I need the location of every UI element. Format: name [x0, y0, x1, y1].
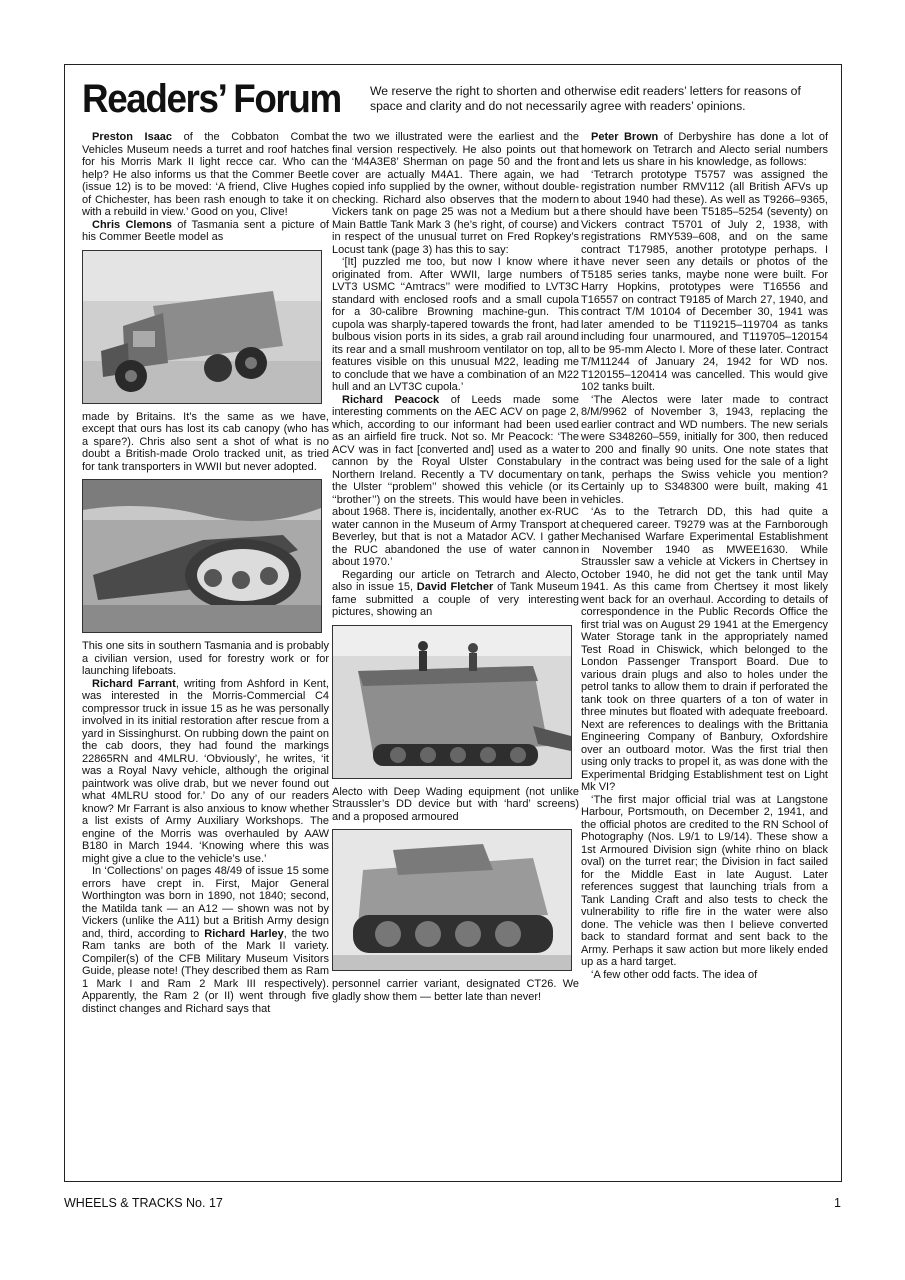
paragraph-langstone-trial: ‘The first major official trial was at Langstone Harbour, Portsmouth, on December 2, 1941, and the official photos are credited to the RN School of Photography (Nos. L9/1 to L9/14). These show a 1st Armoured Division sign (white rhino on black oval) on the turret rear; the Division in fact sailed for the Middle East in late August. Later references suggest that launching trials from a Tank Landing Craft and also tests to check the vulnerability to rifle fire in the water were also done. The vehicle was then I believe converted back to standard format and sent back to the Army. Perhaps it saw action but more likely ended up as a hard target.: [581, 793, 828, 968]
editorial-disclaimer: We reserve the right to shorten and otherwise edit readers’ letters for reasons of space and clarity and do not necessarily agree with readers’ opinions.: [370, 84, 801, 113]
photo-ct26-carrier: [332, 829, 572, 971]
photo-orolo-tracked-unit: [82, 479, 322, 633]
paragraph-tetrarch-prototype: ‘Tetrarch prototype T5757 was assigned the registration number RMV112 (all British AFVs up to about 1940 had these). As well as T9266–9365, there should have been T5185–5254 (seventy) on Vickers contract T5701 of July 2, 1938, with registrations RMY539–608, and on the same contract T17985, another prototype perhaps. I have never seen any details or photos of the T5185 series tanks, maybe none were built. For Harry Hopkins, prototypes were T16556 and T16557 on contract T9185 of March 27, 1940, and contract T/M 10104 of December 30, 1941 was later amended to be T119215–119704 as tanks including four unarmoured, and T119705–120154 to be 95-mm Alecto I. More of these later. Contract T/M11244 of January 24, 1942 for WD nos. T120155–120414 was cancelled. This would give 102 tanks built.: [581, 168, 828, 393]
masthead: [82, 78, 827, 124]
letter-peter-brown: Peter Brown of Derbyshire has done a lot of homework on Tetrarch and Alecto serial numbers and lets us share in his knowledge, as follows:: [581, 131, 828, 168]
photo-commer-beetle-model: [82, 250, 322, 404]
paragraph-britains-model: made by Britains. It’s the same as we have, except that ours has lost its cab canopy (who has a spare?). Chris also sent a shot of what is no doubt a British-made Orolo tracked unit, as tried for tank transporters in WWII but never adopted.: [82, 410, 329, 473]
paragraph-collections-errors: In ‘Collections’ on pages 48/49 of issue 15 some errors have crept in. First, Major General Worthington was born in 1890, not 1840; second, the Matilda tank — an A12 — shown was not by Vickers (unlike the A11) but a British Army design and, third, according to Richard Harley, the two Ram tanks are both of the Mark II variety. Compiler(s) of the CFB Military Museum Visitors Guide, please note! (They described them as Ram 1 Mark I and Ram 2 Mark III respectively). Apparently, the Ram 2 (or II) went through five distinct changes and Richard says that: [82, 865, 329, 1015]
page-number: 1: [834, 1196, 841, 1210]
caption-ct26: personnel carrier variant, designated CT26. We gladly show them — better late than never!: [332, 978, 579, 1003]
letter-chris-clemons: Chris Clemons of Tasmania sent a picture of his Commer Beetle model as: [82, 218, 329, 243]
paragraph-odd-facts: ‘A few other odd facts. The idea of: [591, 968, 758, 981]
paragraph-tetrarch-dd: ‘As to the Tetrarch DD, this had quite a chequered career. T9279 was at the Farnborough Mechanised Warfare Experimental Establishment in November 1940 as MWEE1630. While Straussler saw a vehicle at Vickers in Chertsey in October 1940, he did not get the tank until May 1941. As this came from Chertsey it most likely went back for an overhaul. According to details of correspondence in the Public Records Office the first trial was on August 29 1941 at the Emergency Water Storage tank in the appropriately named Test Road in Chiswick, which belonged to the London Passenger Transport Board. Due to various drain plugs and also to holes under the petrol tanks to allow them to drain if perforated the tank took on three quarters of a ton of water in three minutes but floated with adequate freeboard. Next are references to dealings with the Brittania Engineering Company of Banbury, Oxfordshire over an outboard motor. Was the first trial then using only tracks to propel it, as was done with the Experimental Bridging Establishment test on Light Mk VI?: [581, 506, 828, 793]
paragraph-lvt3c-cupola: ‘[It] puzzled me too, but now I know where it originated from. After WWII, large numbers of LVT3 USMC ‘‘Amtracs’’ were modified to LVT3C standard with enclosed roofs and a small cupola for a 30-calibre Browning machine-gun. This cupola was sharply-tapered towards the front, had bulbous vision ports in its sides, a grab rail around its rear and a small mushroom ventilator on top, all features visible on this unusual M22, leading me to conclude that we have a combination of an M22 hull and an LVT3C cupola.’: [332, 256, 579, 393]
page-title: Readers’ Forum: [82, 77, 341, 121]
paragraph-tasmania: This one sits in southern Tasmania and is probably a civilian version, used for forestry work or for launching lifeboats.: [82, 640, 329, 677]
author-name: Chris Clemons: [92, 218, 172, 231]
author-name: Richard Peacock: [342, 393, 440, 406]
column-1: [82, 131, 329, 1171]
author-name: Preston Isaac: [92, 131, 173, 143]
caption-alecto-wading: Alecto with Deep Wading equipment (not unlike Straussler’s DD device but with ‘hard’ screens) and a proposed armoured: [332, 785, 579, 823]
letter-preston-isaac: Preston Isaac of the Cobbaton Combat Vehicles Museum needs a turret and roof hatches for his Morris Mark II light recce car. Who can help? He also informs us that the Commer Beetle (issue 12) is to be moved: ‘A friend, Clive Hughes of Chichester, has been rash enough to take it on with a rebuild in view.’ Good on you, Clive!: [82, 131, 329, 218]
paragraph-tetrarch-alecto: Regarding our article on Tetrarch and Alecto, also in issue 15, David Fletcher of Tank Museum fame submitted a couple of very interesting pictures, showing an: [332, 568, 579, 618]
letter-richard-farrant: Richard Farrant, writing from Ashford in Kent, was interested in the Morris-Commercial C4 compressor truck in issue 15 as he was personally involved in its initial restoration after rescue from a yard in Sissinghurst. On rubbing down the paint on the cab doors, they had found the markings 22865RN and 4MLRU. ‘Obviously’, he writes, ‘it was a Royal Navy vehicle, although the original paintwork was olive drab, but we never found out what 4MLRU stood for.’ Do any of our readers know? Mr Farrant is also anxious to know whether a list exists of Army Auxiliary Workshops. The engine of the Morris was overhauled by AAW B180 in March 1944. ‘Knowing where this was might give a clue to the vehicle’s use.’: [82, 677, 329, 865]
author-name: Richard Farrant: [92, 677, 176, 690]
column-2: [332, 131, 579, 1171]
letter-richard-peacock: Richard Peacock of Leeds made some interesting comments on the AEC ACV on page 2, which, according to our informant had been used as an airfield fire truck. Not so. Mr Peacock: ‘The ACV was in fact [converted and] used as a water cannon by the Royal Ulster Constabulary in Northern Ireland. Recently a TV documentary on the Ulster ‘‘problem’’ showed this vehicle (or its ‘‘brother’’) on the streets. This would have been in about 1968. There is, incidentally, another ex-RUC water cannon in the Museum of Army Transport at Beverley, but that is not a Matador ACV. I gather the RUC abandoned the use of water cannon about 1970.’: [332, 393, 579, 568]
author-name: Richard Harley: [204, 927, 284, 940]
column-3: [581, 131, 828, 1171]
author-name: David Fletcher: [416, 581, 494, 593]
paragraph-alecto-contract: ‘The Alectos were later made to contract 8/M/9962 of November 3, 1943, replacing the earlier contract and WD numbers. The new serials were S348260–559, initially for 300, then reduced to 200 and finally 90 units. One note states that the contract was being used for the sale of a light tank, perhaps the Swiss vehicle you mention? Certainly up to S348300 were built, making 41 vehicles.: [581, 393, 828, 506]
footer-publication: WHEELS & TRACKS No. 17: [64, 1196, 223, 1210]
author-name: Peter Brown: [591, 131, 659, 143]
paragraph-ram-continued: the two we illustrated were the earliest and the final version respectively. He also points out that the ‘M4A3E8’ Sherman on page 50 and the front cover are actually M4A1. There again, we had copied info supplied by the owner, without double-checking. Richard also observes that the modern Vickers tank on page 25 was not a Medium but a Main Battle Tank Mark 3 (he’s right, of course) and in respect of the unusual turret on Fred Ropkey’s Locust tank (page 3) has this to say:: [332, 131, 579, 256]
photo-alecto-deep-wading: [332, 625, 572, 779]
